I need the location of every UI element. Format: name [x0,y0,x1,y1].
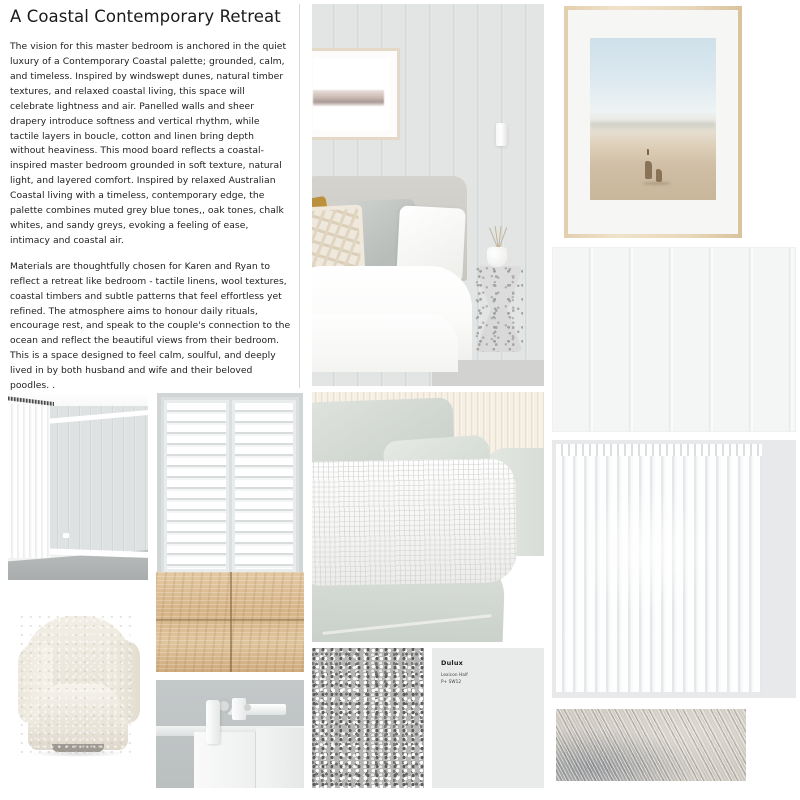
terrazzo-side-table [475,266,523,352]
room-panelled-wall [48,406,148,552]
swatch-colour-field [432,648,544,788]
description-paragraph-2: Materials are thoughtfully chosen for Karen and Ryan to reflect a retreat like bedroom - tactile linens, wool textures, coastal timbers and subtle patterns that feel effortless yet refined. The atmosphere aims to honour daily rituals, encourage rest, and speak to the couple's connection to the ocean and reflect the beautiful views from their bedroom. This is a space designed to feel calm, soulful, and deeply lived in by both husband and wife and their beloved poodles. . [10,260,291,392]
wall-sconce-light [496,123,507,146]
paint-swatch-card[interactable] [432,648,544,788]
image-wool-loop-carpet-sample[interactable] [312,648,424,788]
art-landscape-image [313,90,384,106]
kangaroo-large [645,161,652,179]
image-boucle-swivel-armchair[interactable] [8,592,148,788]
image-textured-rug-sample[interactable] [552,705,796,787]
white-waffle-pillow [312,458,517,586]
hardware-door-panel-left [194,732,256,788]
shutter-leaf-left [164,400,229,572]
shutter-louvres-right [235,403,294,569]
room-sheer-curtains [8,404,50,558]
image-oak-timber-flooring[interactable] [156,572,304,672]
swatch-brand-label: Dulux [441,659,464,667]
image-cabinetry-hardware-detail[interactable] [156,680,304,788]
image-linen-bedding-closeup[interactable] [312,392,544,642]
swatch-colour-code: P+ SW12 [441,679,462,684]
daylight-glow [576,486,710,615]
white-mat-board [568,10,738,234]
hardware-bracket [206,700,220,744]
curtain-track [556,444,762,456]
horizon-line [590,122,716,132]
kangaroo-ear [647,149,649,155]
oak-picture-frame [564,6,742,238]
image-coastal-master-bedroom[interactable] [312,4,544,386]
page-title: A Coastal Contemporary Retreat [10,7,281,26]
swatch-colour-name: Lexicon Half [441,672,468,677]
image-plantation-shutters[interactable] [156,392,304,580]
vj-board-texture [552,247,796,432]
description-paragraph-1: The vision for this master bedroom is anchored in the quiet luxury of a Contemporary Coastal palette; grounded, calm, and timeless. Inspired by windswept dunes, natural timber textures, and relaxed coastal living, this space will celebrate lightness and air. Panelled walls and sheer drapery introduce softness and vertical rhythm, while tactile layers in boucle, cotton and linen bring depth without heaviness. This mood board reflects a coastal-inspired master bedroom grounded in soft texture, natural light, and layered comfort. Inspired by relaxed Australian Coastal living with a timeless, contemporary edge, the palette combines muted grey blue tones,, oak tones, chalk whites, and sandy greys, evoking a feeling of ease, intimacy and coastal air. [10,41,287,246]
chair-swivel-plate [52,744,104,752]
art-mat [313,58,390,130]
beach-kangaroo-photograph [590,38,716,200]
image-sheer-vertical-drapery[interactable] [552,440,796,698]
hardware-knob [244,704,251,711]
image-framed-kangaroo-print[interactable] [552,4,796,240]
wall-power-outlet [63,533,69,538]
ceramic-vase [487,247,507,267]
description-column [8,4,300,392]
hardware-door-panel-right [256,728,304,788]
wall-art-frame [312,48,400,140]
kangaroo-small [656,169,662,182]
shutter-frame [157,393,303,579]
oak-plank-seam-vertical [230,572,232,672]
image-vj-wall-panelling[interactable] [552,245,796,435]
shutter-louvres-left [167,403,226,569]
shutter-leaf-right [232,400,297,572]
chair-seat-cushion [38,684,120,726]
kangaroo-shadow [643,182,671,185]
white-bed-sheet [312,314,458,372]
carpet-loop-texture [312,648,424,788]
rug-weave-texture [556,709,746,781]
image-panelled-room-with-sheers[interactable] [8,392,148,580]
